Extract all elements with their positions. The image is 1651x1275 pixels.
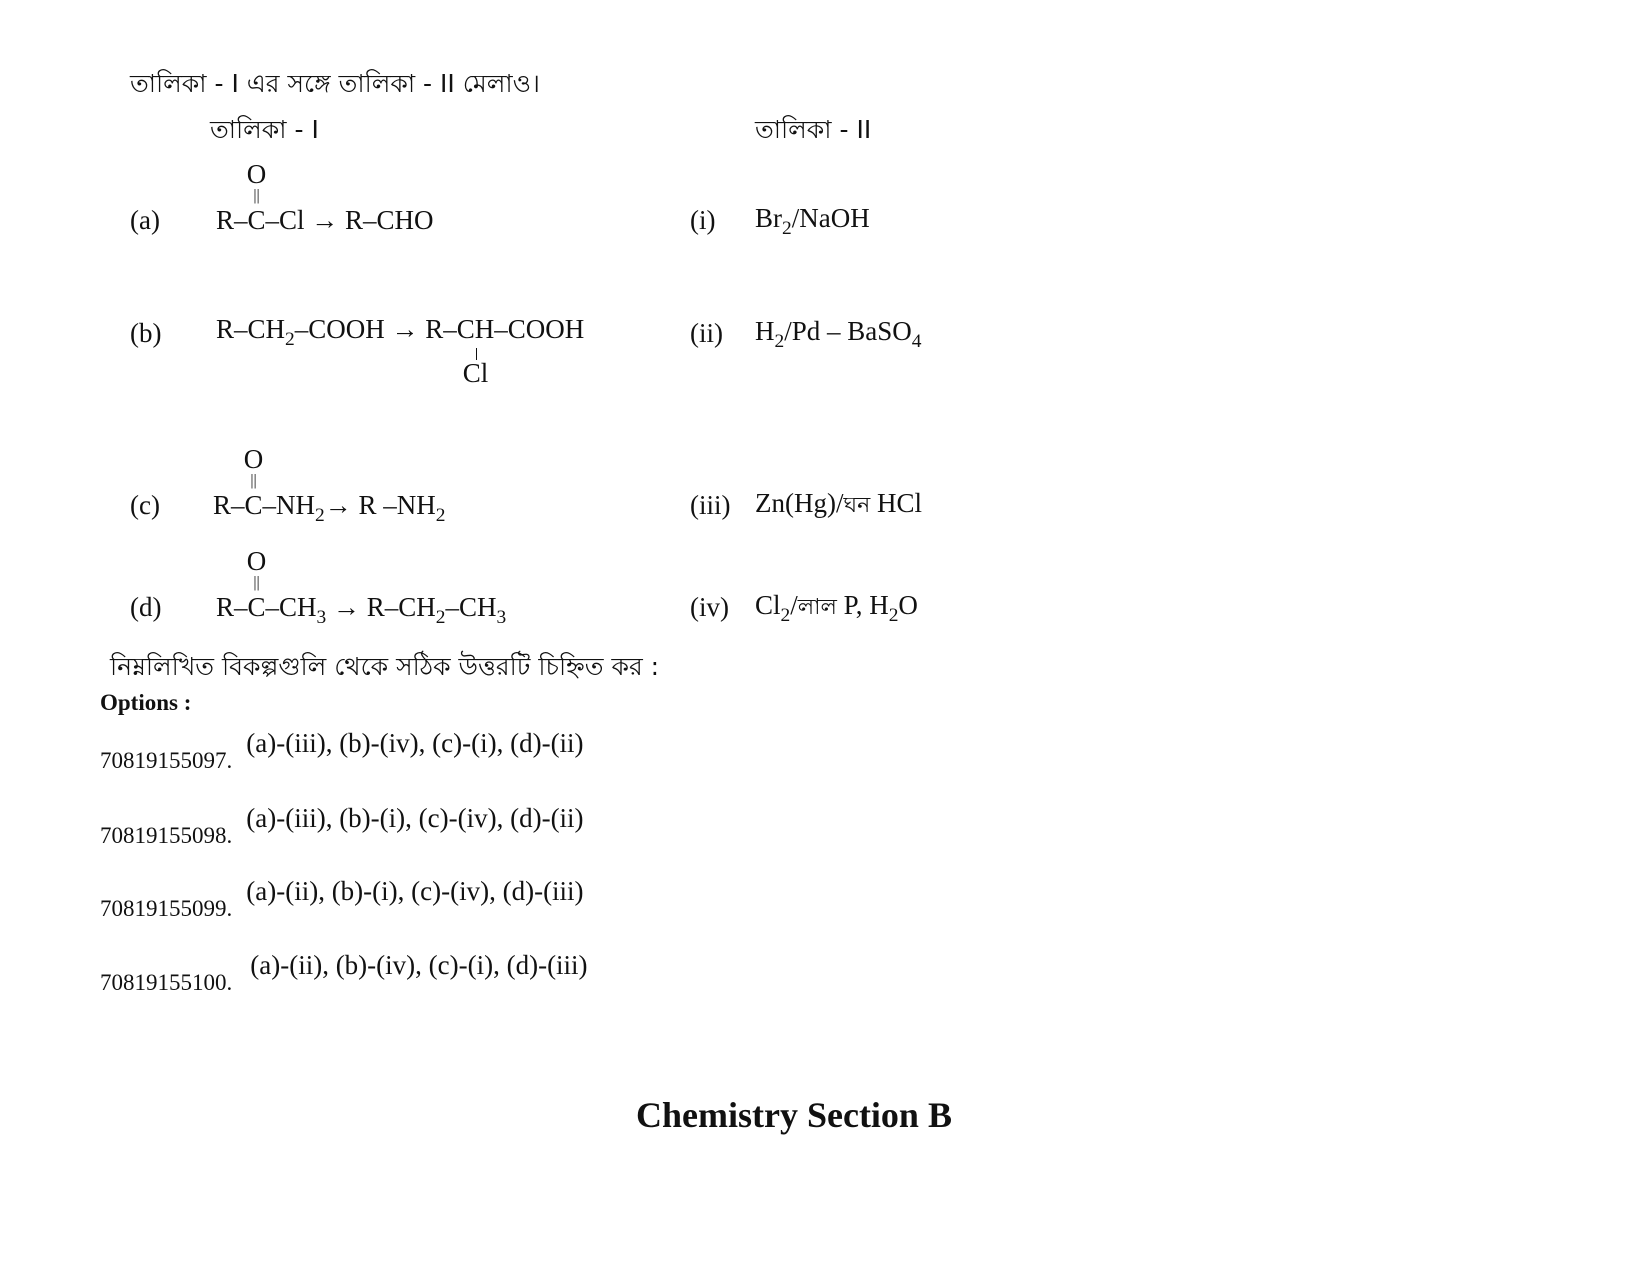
option-item[interactable] (100, 950, 588, 995)
option-item[interactable] (100, 728, 584, 773)
reagent-ii: $H_2/Pd$ – BaSO$_4$ (755, 316, 922, 352)
section-title: Chemistry Section B (636, 1095, 952, 1135)
reagent-iii-label: (iii) (690, 490, 731, 520)
row-d-label: (d) (130, 592, 162, 622)
reagent-i: $Br_2$/NaOH (755, 203, 870, 239)
row-c-label: (c) (130, 490, 160, 520)
match-instruction: তালিকা - I এর সঙ্গে তালিকা - II মেলাও। (130, 69, 540, 98)
option-text: (a)-(iii), (b)-(i), (c)-(iv), (d)-(ii) (246, 803, 584, 833)
reagent-iii: Zn(Hg)/ঘন HCl (755, 488, 922, 518)
option-text: (a)-(iii), (b)-(iv), (c)-(i), (d)-(ii) (246, 728, 584, 758)
option-id: 70819155100. (100, 970, 233, 995)
row-a-label: (a) (130, 205, 160, 235)
list2-heading: তালিকা - II (755, 115, 872, 144)
reagent-ii-label: (ii) (690, 318, 723, 348)
option-id: 70819155099. (100, 896, 233, 921)
options-title: Options : (100, 690, 192, 715)
select-prompt: নিম্নলিখিত বিকল্পগুলি থেকে সঠিক উত্তরটি চিহ্নিত কর : (110, 652, 660, 681)
option-id: 70819155098. (100, 823, 233, 848)
option-item[interactable] (100, 876, 584, 921)
reagent-iv-label: (iv) (690, 592, 729, 622)
option-id: 70819155097. (100, 748, 233, 773)
row-d-reaction: R–C O || $-CH_3 \to R-CH_2-CH_3$ (216, 546, 507, 628)
row-a-reaction: R–C O || –Cl → R–CHO (216, 159, 434, 235)
row-b-label: (b) (130, 318, 162, 348)
list1-heading: তালিকা - I (210, 115, 319, 144)
option-text: (a)-(ii), (b)-(i), (c)-(iv), (d)-(iii) (246, 876, 584, 906)
row-b-reaction: $R-CH_2$–COOH → R–CH Cl –COOH (216, 314, 585, 388)
option-item[interactable] (100, 803, 584, 848)
reagent-i-label: (i) (690, 205, 716, 235)
row-c-reaction: R–C O || $-NH_2\to R$ $-NH_2$ (213, 444, 446, 526)
reagent-iv: $Cl_2/লাল$ P, $H_2O$ (755, 590, 918, 626)
option-text: (a)-(ii), (b)-(iv), (c)-(i), (d)-(iii) (250, 950, 588, 980)
